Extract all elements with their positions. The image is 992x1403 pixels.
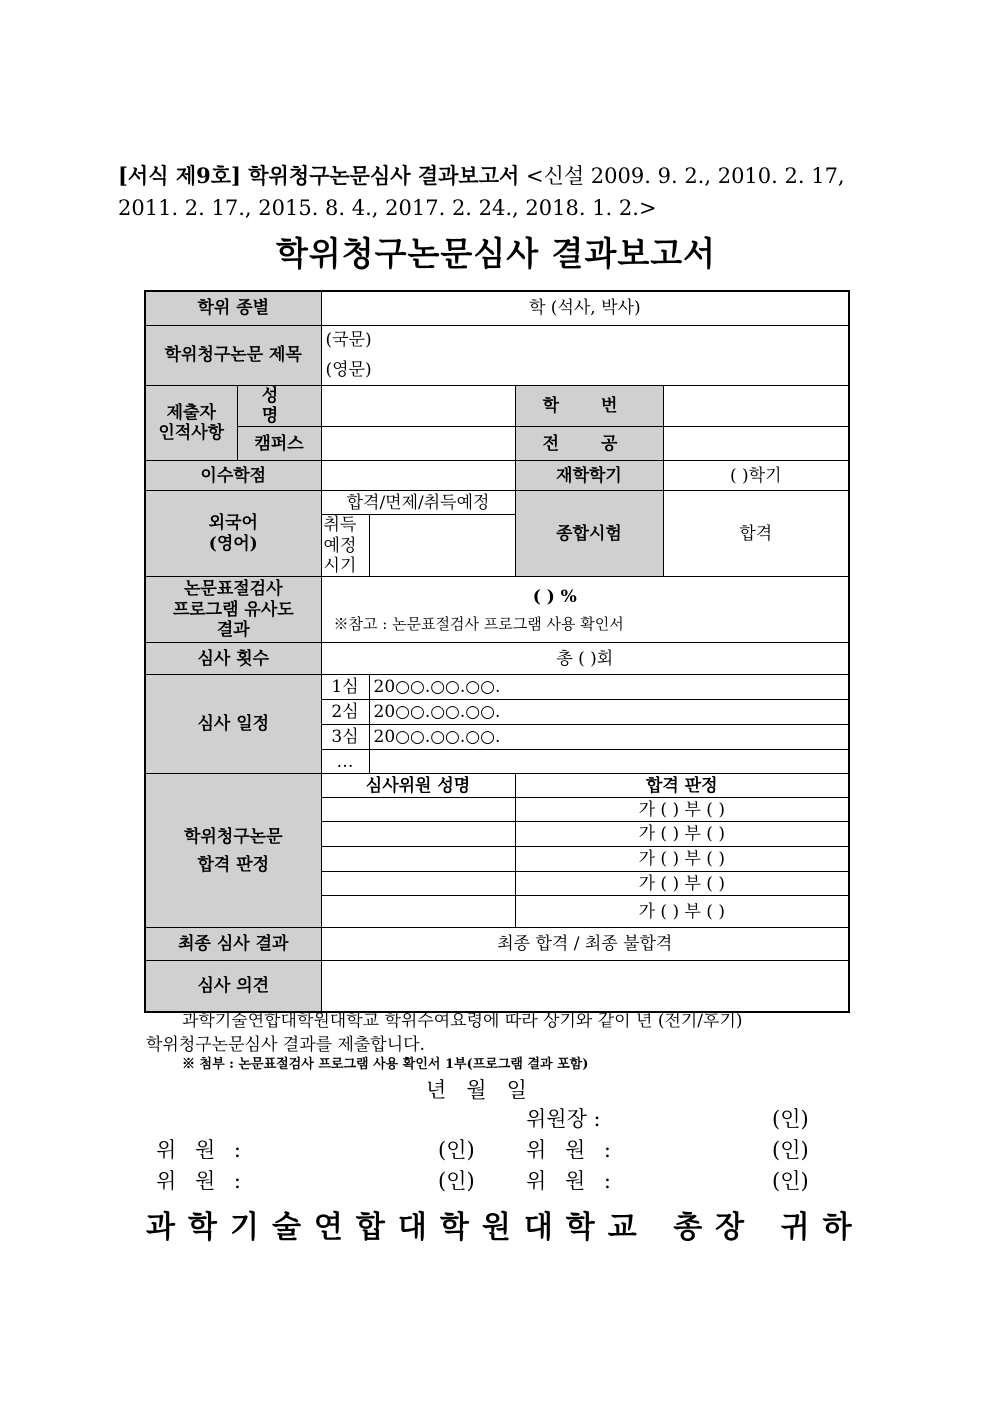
schedule-round: 3심 (321, 725, 369, 750)
attachment-note: ※ 첨부 : 논문표절검사 프로그램 사용 확인서 1부(프로그램 결과 포함) (182, 1057, 589, 1072)
committee-member-name[interactable] (321, 847, 515, 872)
thesis-title-eng: (영문) (325, 360, 372, 380)
schedule-date[interactable]: 20○○.○○.○○. (369, 675, 849, 700)
name-field[interactable] (321, 385, 515, 427)
plagiarism-label: 논문표절검사 프로그램 유사도 결과 (145, 577, 321, 643)
semester-label: 재학학기 (515, 461, 663, 491)
pass-decision-row[interactable]: 가 ( ) 부 ( ) (515, 847, 849, 872)
credits-field[interactable] (321, 461, 515, 491)
chair-seal[interactable]: (인) (772, 1107, 809, 1131)
review-count-value[interactable]: 총 ( )회 (321, 643, 849, 675)
member-seal[interactable]: (인) (772, 1169, 809, 1193)
submitter-label: 제출자 인적사항 (145, 385, 237, 461)
schedule-date[interactable]: 20○○.○○.○○. (369, 725, 849, 750)
date-line: 년 월 일 (426, 1078, 527, 1102)
pass-decision-header: 합격 판정 (515, 774, 849, 798)
member-seal[interactable]: (인) (438, 1138, 475, 1162)
final-result-label: 최종 심사 결과 (145, 928, 321, 961)
expected-time-label: 취득 예정 시기 (321, 515, 369, 577)
schedule-round: … (321, 750, 369, 774)
schedule-date[interactable]: 20○○.○○.○○. (369, 700, 849, 725)
member-label: 위 원 : (156, 1169, 247, 1193)
thesis-title-field[interactable] (321, 325, 849, 385)
member-label: 위 원 : (156, 1138, 247, 1162)
committee-name-header: 심사위원 성명 (321, 774, 515, 798)
campus-field[interactable] (321, 427, 515, 461)
credits-label: 이수학점 (145, 461, 321, 491)
addressee-line: 과학기술연합대학원대학교 총장 귀하 (146, 1210, 865, 1245)
document-title: 학위청구논문심사 결과보고서 (276, 234, 716, 273)
degree-type-label: 학위 종별 (145, 291, 321, 325)
revision-history-2: 2011. 2. 17., 2015. 8. 4., 2017. 2. 24., 2018. 1. 2.> (118, 196, 657, 220)
pass-decision-row[interactable]: 가 ( ) 부 ( ) (515, 798, 849, 822)
major-field[interactable] (663, 427, 849, 461)
review-schedule-label: 심사 일정 (145, 675, 321, 774)
statement-line-1: 과학기술연합대학원대학교 학위수여요령에 따라 상기와 같이 년 (전기/후기) (182, 1011, 743, 1031)
review-count-label: 심사 횟수 (145, 643, 321, 675)
statement-line-2: 학위청구논문심사 결과를 제출합니다. (146, 1035, 425, 1055)
pass-decision-row[interactable]: 가 ( ) 부 ( ) (515, 896, 849, 928)
foreign-language-label: 외국어 (영어) (145, 491, 321, 577)
comprehensive-exam-label: 종합시험 (515, 491, 663, 577)
committee-member-name[interactable] (321, 896, 515, 928)
review-opinion-label: 심사 의견 (145, 961, 321, 1012)
review-report-table (144, 290, 850, 1013)
form-label: [서식 제9호] 학위청구논문심사 결과보고서 (118, 163, 520, 188)
form-header-line1 (118, 160, 845, 190)
member-seal[interactable]: (인) (438, 1169, 475, 1193)
review-opinion-field[interactable] (321, 961, 849, 1012)
committee-member-name[interactable] (321, 798, 515, 822)
plagiarism-value: ( ) % (532, 586, 577, 607)
member-label: 위 원 : (526, 1138, 617, 1162)
student-id-label: 학 번 (515, 385, 663, 427)
schedule-round: 2심 (321, 700, 369, 725)
campus-label: 캠퍼스 (237, 427, 321, 461)
student-id-field[interactable] (663, 385, 849, 427)
pass-decision-label: 학위청구논문 합격 판정 (145, 774, 321, 928)
chair-label: 위원장 : (526, 1107, 601, 1131)
thesis-title-label: 학위청구논문 제목 (145, 325, 321, 385)
semester-field[interactable]: ( )학기 (663, 461, 849, 491)
name-label: 성 명 (237, 385, 321, 427)
final-result-value[interactable]: 최종 합격 / 최종 불합격 (321, 928, 849, 961)
revision-history-1: <신설 2009. 9. 2., 2010. 2. 17, (525, 164, 845, 188)
plagiarism-note: ※참고 : 논문표절검사 프로그램 사용 확인서 (333, 615, 624, 634)
foreign-language-options[interactable]: 합격/면제/취득예정 (321, 491, 515, 515)
pass-decision-row[interactable]: 가 ( ) 부 ( ) (515, 872, 849, 896)
pass-decision-row[interactable]: 가 ( ) 부 ( ) (515, 822, 849, 847)
thesis-title-kor: (국문) (325, 329, 372, 350)
degree-type-value[interactable]: 학 (석사, 박사) (321, 291, 849, 325)
committee-member-name[interactable] (321, 822, 515, 847)
schedule-round: 1심 (321, 675, 369, 700)
committee-member-name[interactable] (321, 872, 515, 896)
member-seal[interactable]: (인) (772, 1138, 809, 1162)
comprehensive-exam-value[interactable]: 합격 (663, 491, 849, 577)
member-label: 위 원 : (526, 1169, 617, 1193)
major-label: 전 공 (515, 427, 663, 461)
schedule-date[interactable] (369, 750, 849, 774)
expected-time-field[interactable] (369, 515, 515, 577)
plagiarism-field[interactable] (321, 577, 849, 643)
